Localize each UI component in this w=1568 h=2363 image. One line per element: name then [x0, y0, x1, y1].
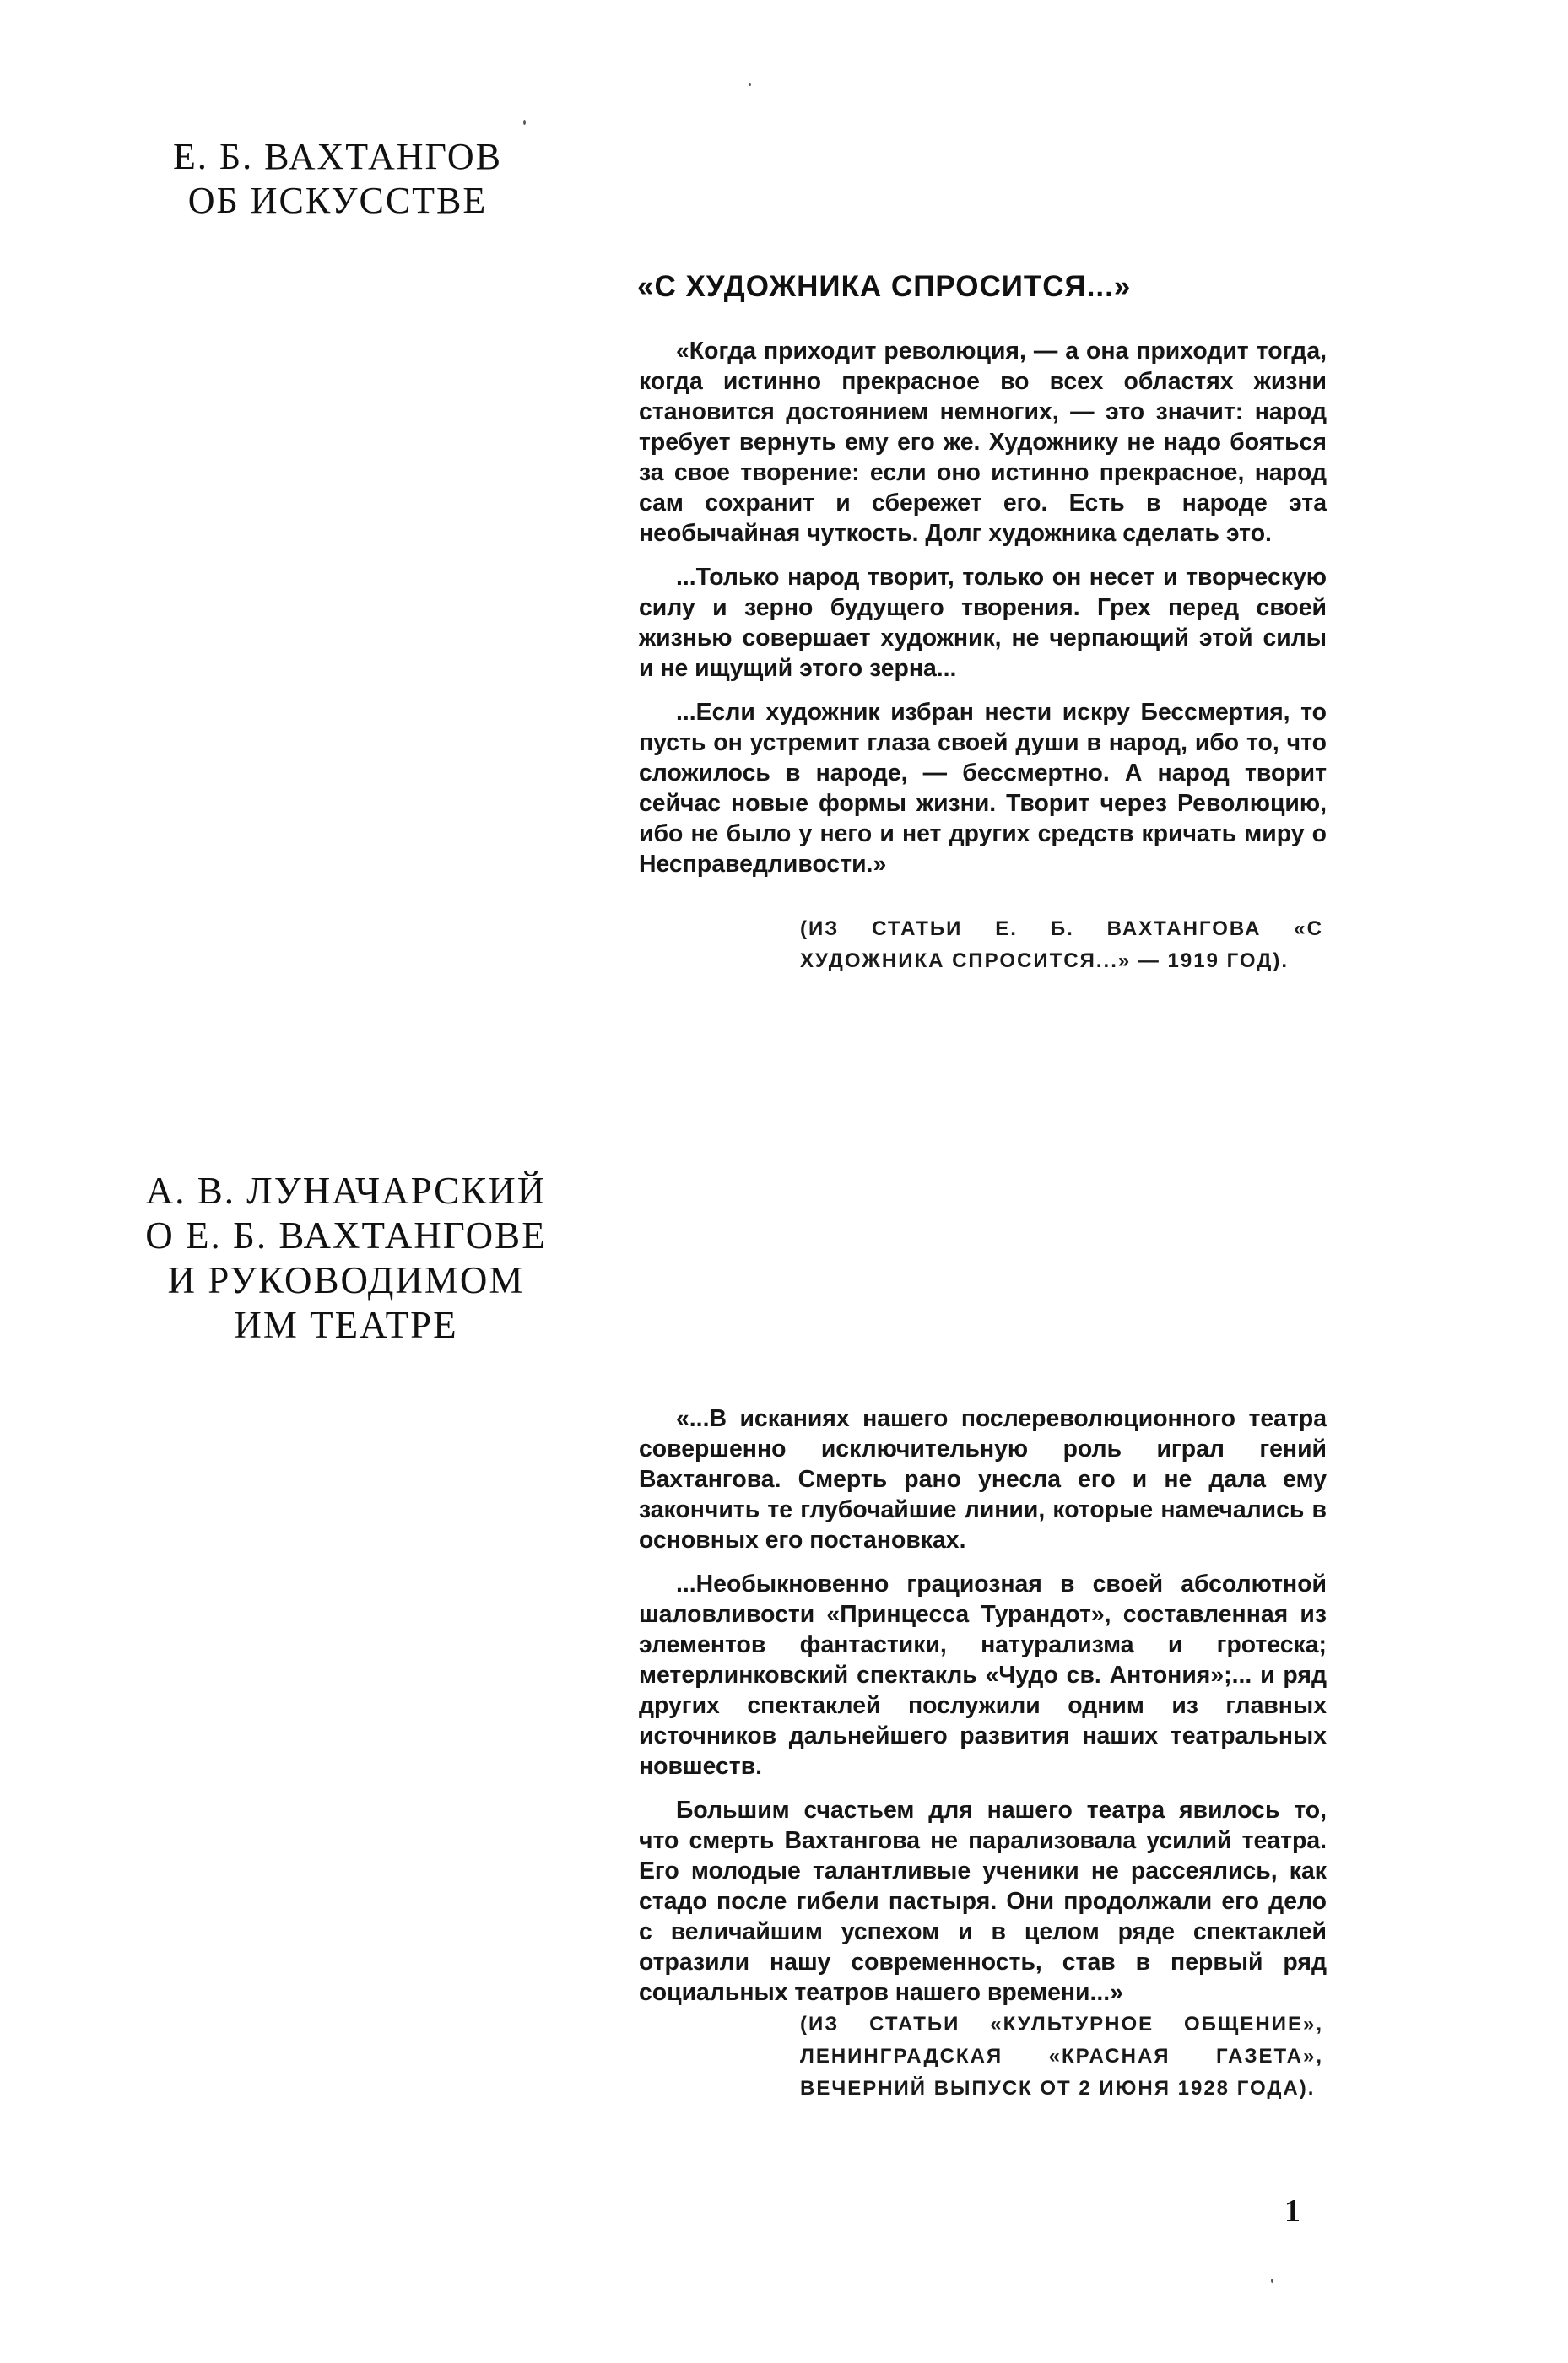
section-1-heading [169, 135, 506, 223]
scan-speck [1271, 2279, 1273, 2283]
section-2-heading-line: ИМ ТЕАТРЕ [234, 1304, 458, 1347]
section-1-source-citation: (ИЗ СТАТЬИ Е. Б. ВАХТАНГОВА «С ХУДОЖНИКА СПРОСИТСЯ...» — 1919 ГОД). [800, 917, 1323, 972]
quote-paragraph: ...Только народ творит, только он несет и творческую силу и зерно будущего творения. Грех перед своей жизнью совершает художник, не черпающий этой силы и не ищущий этого зерна... [639, 564, 1327, 682]
quote-paragraph: ...Если художник избран нести искру Бессмертия, то пусть он устремит глаза своей души в народ, ибо то, что сложилось в народе, — бессмертно. А народ творит сейчас новые формы жизни. Творит через Революцию, ибо не было у него и нет других средств кричать миру о Несправедливости.» [639, 699, 1327, 878]
section-1-quote [639, 336, 1327, 893]
section-2-heading-line: О Е. Б. ВАХТАНГОВЕ [145, 1214, 547, 1257]
scan-speck [749, 83, 751, 86]
quote-paragraph: «Когда приходит революция, — а она приходит тогда, когда истинно прекрасное во всех областях жизни становится достоянием немногих, — это значит: народ требует вернуть ему его же. Художнику не надо бояться за свое творение: если оно истинно прекрасное, народ сам сохранит и сбережет его. Есть в народе эта необычайная чуткость. Долг художника сделать это. [639, 338, 1327, 547]
quote-paragraph: Большим счастьем для нашего театра явилось то, что смерть Вахтангова не парализовала усилий театра. Его молодые талантливые ученики не рассеялись, как стадо после гибели пастыря. Они продолжали его дело с величайшим успехом и в целом ряде спектаклей отразили нашу современность, став в первый ряд социальных театров нашего времени...» [639, 1797, 1327, 2006]
section-2-heading-line: И РУКОВОДИМОМ [167, 1259, 525, 1302]
section-2-quote [639, 1403, 1327, 2021]
section-2-source-citation: (ИЗ СТАТЬИ «КУЛЬТУРНОЕ ОБЩЕНИЕ», ЛЕНИНГРАДСКАЯ «КРАСНАЯ ГАЗЕТА», ВЕЧЕРНИЙ ВЫПУСК ОТ 2 ИЮНЯ 1928 ГОДА). [800, 2013, 1323, 2100]
page-number: 1 [1284, 2193, 1300, 2229]
scan-speck [523, 120, 526, 125]
article-title: «С ХУДОЖНИКА СПРОСИТСЯ...» [637, 270, 1132, 303]
quote-paragraph: «...В исканиях нашего послереволюционного театра совершенно исключительную роль играл гений Вахтангова. Смерть рано унесла его и не дала ему закончить те глубочайшие линии, которые намечались в основных его постановках. [639, 1405, 1327, 1554]
section-2-heading [118, 1169, 574, 1348]
section-1-heading-line: ОБ ИСКУССТВЕ [187, 179, 488, 221]
section-2-heading-line: А. В. ЛУНАЧАРСКИЙ [145, 1170, 547, 1212]
quote-paragraph: ...Необыкновенно грациозная в своей абсолютной шаловливости «Принцесса Турандот», составленная из элементов фантастики, натурализма и гротеска; метерлинковский спектакль «Чудо св. Антония»;... и ряд других спектаклей послужили одним из главных источников дальнейшего развития наших театральных новшеств. [639, 1571, 1327, 1780]
section-1-heading-line: Е. Б. ВАХТАНГОВ [173, 136, 502, 177]
